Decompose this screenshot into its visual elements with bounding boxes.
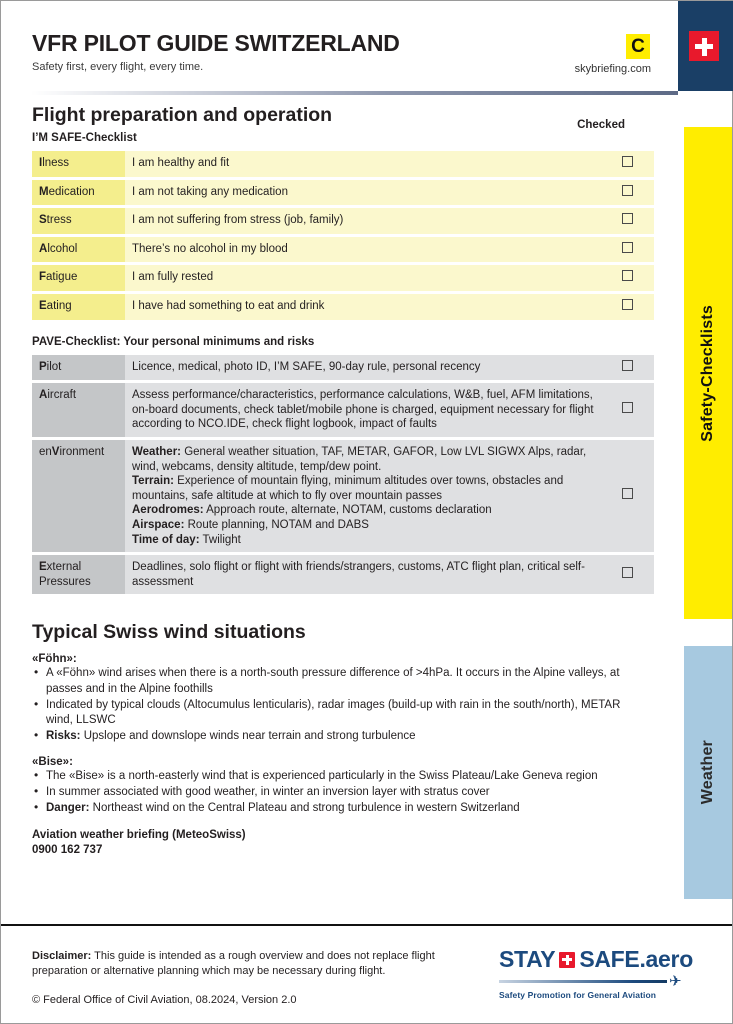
table-row — [32, 265, 654, 291]
table-row — [32, 355, 654, 381]
imsafe-row-checkbox[interactable] — [601, 237, 654, 263]
checkbox-icon[interactable] — [622, 213, 633, 224]
imsafe-row-checkbox[interactable] — [601, 151, 654, 177]
pave-row-label: enVironment — [32, 440, 125, 552]
pave-row-checkbox[interactable] — [601, 355, 654, 381]
table-row — [32, 555, 654, 594]
imsafe-row-label: Stress — [32, 208, 125, 234]
table-row — [32, 294, 654, 320]
swiss-flag-icon — [689, 31, 719, 61]
imsafe-checklist-table — [32, 148, 654, 323]
checkbox-icon[interactable] — [622, 242, 633, 253]
pave-row-label: External Pressures — [32, 555, 125, 594]
table-row — [32, 383, 654, 437]
list-item: • In summer associated with good weather, in winter an inversion layer with stratus cover — [32, 785, 650, 800]
imsafe-row-label: Alcohol — [32, 237, 125, 263]
pave-row-text: Deadlines, solo flight or flight with friends/strangers, customs, ATC flight plan, critical self-assessment — [125, 555, 601, 594]
side-tab-label: Safety-Checklists — [699, 304, 716, 442]
table-row — [32, 440, 654, 552]
list-item: • A «Föhn» wind arises when there is a north-south pressure difference of >4hPa. It occurs in the Alpine valleys, at passes and in the Alpine foothills — [32, 666, 650, 697]
disclaimer-body: This guide is intended as a rough overview and does not replace flight preparation or alternative planning which may be necessary during flight. — [32, 950, 435, 978]
document-content — [1, 95, 685, 859]
imsafe-row-text: There’s no alcohol in my blood — [125, 237, 601, 263]
foehn-bullet-list — [32, 666, 685, 744]
header-navy-panel — [678, 1, 733, 91]
pave-row-text: Weather: General weather situation, TAF, METAR, GAFOR, Low LVL SIGWX Alps, radar, wind, webcams, density altitude, temp/dew point. Terrain: Experience of mountain flying, minimum altitudes over towns, obstacles and mountains, safe altitude at which to fly over mountain passes Aerodromes: Approach route, alternate, NOTAM, customs declaration Airspace: Route planning, NOTAM and DABS Time of day: Twilight — [125, 440, 601, 552]
imsafe-row-text: I have had something to eat and drink — [125, 294, 601, 320]
imsafe-row-checkbox[interactable] — [601, 294, 654, 320]
checkbox-icon[interactable] — [622, 402, 633, 413]
imsafe-row-label: Eating — [32, 294, 125, 320]
pave-row-checkbox[interactable] — [601, 555, 654, 594]
staysafe-rule — [499, 973, 689, 990]
imsafe-row-checkbox[interactable] — [601, 208, 654, 234]
checkbox-icon[interactable] — [622, 360, 633, 371]
imsafe-row-label: Medication — [32, 180, 125, 206]
list-item: • Risks: Upslope and downslope winds near terrain and strong turbulence — [32, 729, 650, 744]
pave-row-checkbox[interactable] — [601, 383, 654, 437]
section-title-wind: Typical Swiss wind situations — [32, 621, 306, 644]
list-item: • Indicated by typical clouds (Altocumulus lenticularis), radar images (build-up with rain in the south/north), METAR wind, LLSWC — [32, 698, 650, 729]
bise-bullet-list — [32, 769, 685, 817]
section-title-flight-preparation: Flight preparation and operation — [32, 104, 333, 126]
disclaimer-label: Disclaimer: — [32, 950, 92, 962]
meteoswiss-phone[interactable]: 0900 162 737 — [32, 844, 103, 857]
imsafe-row-text: I am healthy and fit — [125, 151, 601, 177]
list-item: • Danger: Northeast wind on the Central Plateau and strong turbulence in western Switzerland — [32, 801, 650, 816]
airplane-icon: ✈ — [669, 973, 682, 990]
table-row — [32, 208, 654, 234]
pave-row-text: Licence, medical, photo ID, I’M SAFE, 90-day rule, personal recency — [125, 355, 601, 381]
page-title: VFR PILOT GUIDE SWITZERLAND — [32, 30, 400, 56]
side-tab-weather[interactable] — [684, 646, 732, 899]
copyright-text: © Federal Office of Civil Aviation, 08.2024, Version 2.0 — [32, 994, 297, 1006]
staysafe-word-safe: SAFE.aero — [579, 946, 693, 972]
imsafe-row-checkbox[interactable] — [601, 265, 654, 291]
table-row — [32, 180, 654, 206]
skybriefing-logo-icon: C — [626, 34, 650, 59]
imsafe-row-text: I am fully rested — [125, 265, 601, 291]
page-subtitle: Safety first, every flight, every time. — [32, 61, 204, 73]
checkbox-icon[interactable] — [622, 270, 633, 281]
checked-column-header: Checked — [577, 119, 625, 131]
imsafe-subtitle: I’M SAFE-Checklist — [32, 132, 137, 144]
pave-row-checkbox[interactable] — [601, 440, 654, 552]
meteoswiss-contact-title: Aviation weather briefing (MeteoSwiss) — [32, 828, 246, 841]
pave-checklist-table — [32, 352, 654, 598]
staysafe-tagline: Safety Promotion for General Aviation — [499, 990, 657, 1000]
imsafe-row-label: Fatigue — [32, 265, 125, 291]
checkbox-icon[interactable] — [622, 185, 633, 196]
imsafe-row-label: Ilness — [32, 151, 125, 177]
imsafe-row-checkbox[interactable] — [601, 180, 654, 206]
footer-divider — [1, 924, 732, 926]
list-item: • The «Bise» is a north-easterly wind that is experienced particularly in the Swiss Plateau/Lake Geneva region — [32, 769, 650, 784]
section-wind — [1, 621, 685, 858]
imsafe-row-text: I am not suffering from stress (job, family) — [125, 208, 601, 234]
document-header — [1, 1, 733, 91]
brand-url[interactable]: skybriefing.com — [574, 63, 651, 75]
table-row — [32, 151, 654, 177]
pave-row-text: Assess performance/characteristics, performance calculations, W&B, fuel, AFM limitations, on-board documents, check tablet/mobile phone is charged, equipment necessary for flight according to NCO.IDE, check flight logbook, impact of faults — [125, 383, 601, 437]
staysafe-word-stay: STAY — [499, 946, 556, 972]
side-tab-safety-checklists[interactable] — [684, 127, 732, 619]
side-tab-label: Weather — [699, 740, 716, 805]
checkbox-icon[interactable] — [622, 156, 633, 167]
checkbox-icon[interactable] — [622, 299, 633, 310]
swiss-cross-icon — [559, 952, 575, 968]
pave-row-label: Aircraft — [32, 383, 125, 437]
pave-row-label: Pilot — [32, 355, 125, 381]
foehn-heading: «Föhn»: — [32, 653, 77, 666]
disclaimer-text — [32, 949, 482, 980]
checkbox-icon[interactable] — [622, 488, 633, 499]
table-row — [32, 237, 654, 263]
checkbox-icon[interactable] — [622, 567, 633, 578]
bise-heading: «Bise»: — [32, 755, 73, 768]
pave-subtitle: PAVE-Checklist: Your personal minimums and risks — [32, 335, 315, 348]
imsafe-row-text: I am not taking any medication — [125, 180, 601, 206]
staysafe-logo[interactable] — [499, 946, 699, 1000]
